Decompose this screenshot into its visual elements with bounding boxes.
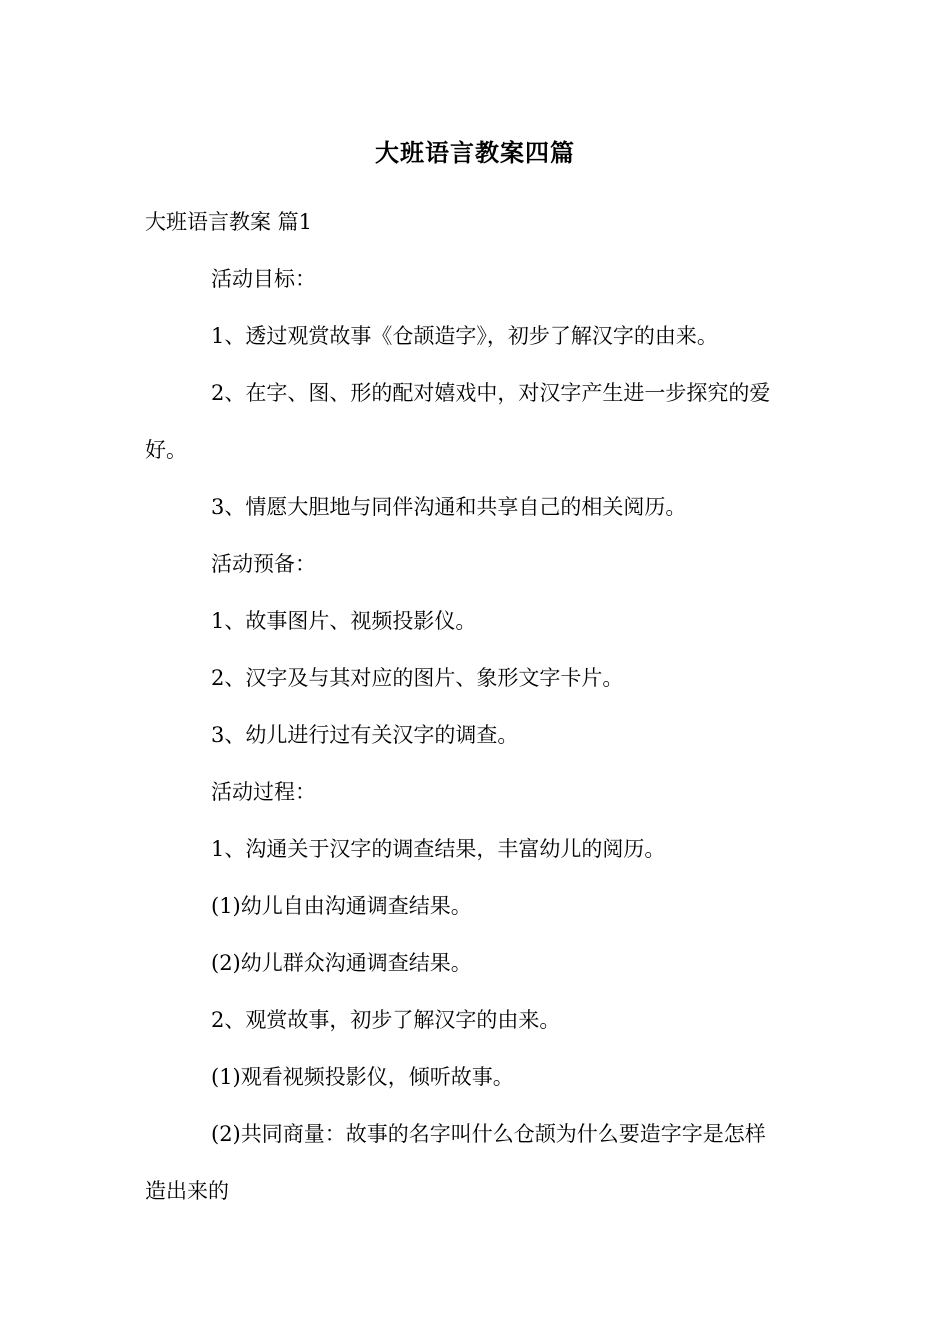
paragraph-line: 造出来的: [145, 1179, 229, 1203]
paragraph-line: 3、幼儿进行过有关汉字的调查。: [211, 723, 519, 747]
paragraph-line: (1)观看视频投影仪，倾听故事。: [211, 1065, 514, 1089]
paragraph-line: 3、情愿大胆地与同伴沟通和共享自己的相关阅历。: [211, 495, 687, 519]
paragraph-line: (1)幼儿自由沟通调查结果。: [211, 894, 472, 918]
paragraph-line: (2)共同商量：故事的名字叫什么仓颉为什么要造字字是怎样: [211, 1122, 766, 1146]
paragraph-line: 2、观赏故事，初步了解汉字的由来。: [211, 1008, 561, 1032]
paragraph-line: 2、在字、图、形的配对嬉戏中，对汉字产生进一步探究的爱: [211, 381, 771, 405]
paragraph-line: 1、透过观赏故事《仓颉造字》，初步了解汉字的由来。: [211, 324, 718, 348]
document-title: 大班语言教案四篇: [375, 138, 575, 167]
paragraph-line: 活动预备：: [211, 552, 316, 576]
paragraph-line: 活动过程：: [211, 780, 316, 804]
paragraph-line: 1、沟通关于汉字的调查结果，丰富幼儿的阅历。: [211, 837, 666, 861]
paragraph-line: 好。: [145, 438, 187, 462]
paragraph-line: (2)幼儿群众沟通调查结果。: [211, 951, 472, 975]
paragraph-line: 活动目标：: [211, 267, 316, 291]
paragraph-line: 1、故事图片、视频投影仪。: [211, 609, 477, 633]
section-heading: 大班语言教案 篇1: [145, 210, 313, 234]
paragraph-line: 2、汉字及与其对应的图片、象形文字卡片。: [211, 666, 624, 690]
